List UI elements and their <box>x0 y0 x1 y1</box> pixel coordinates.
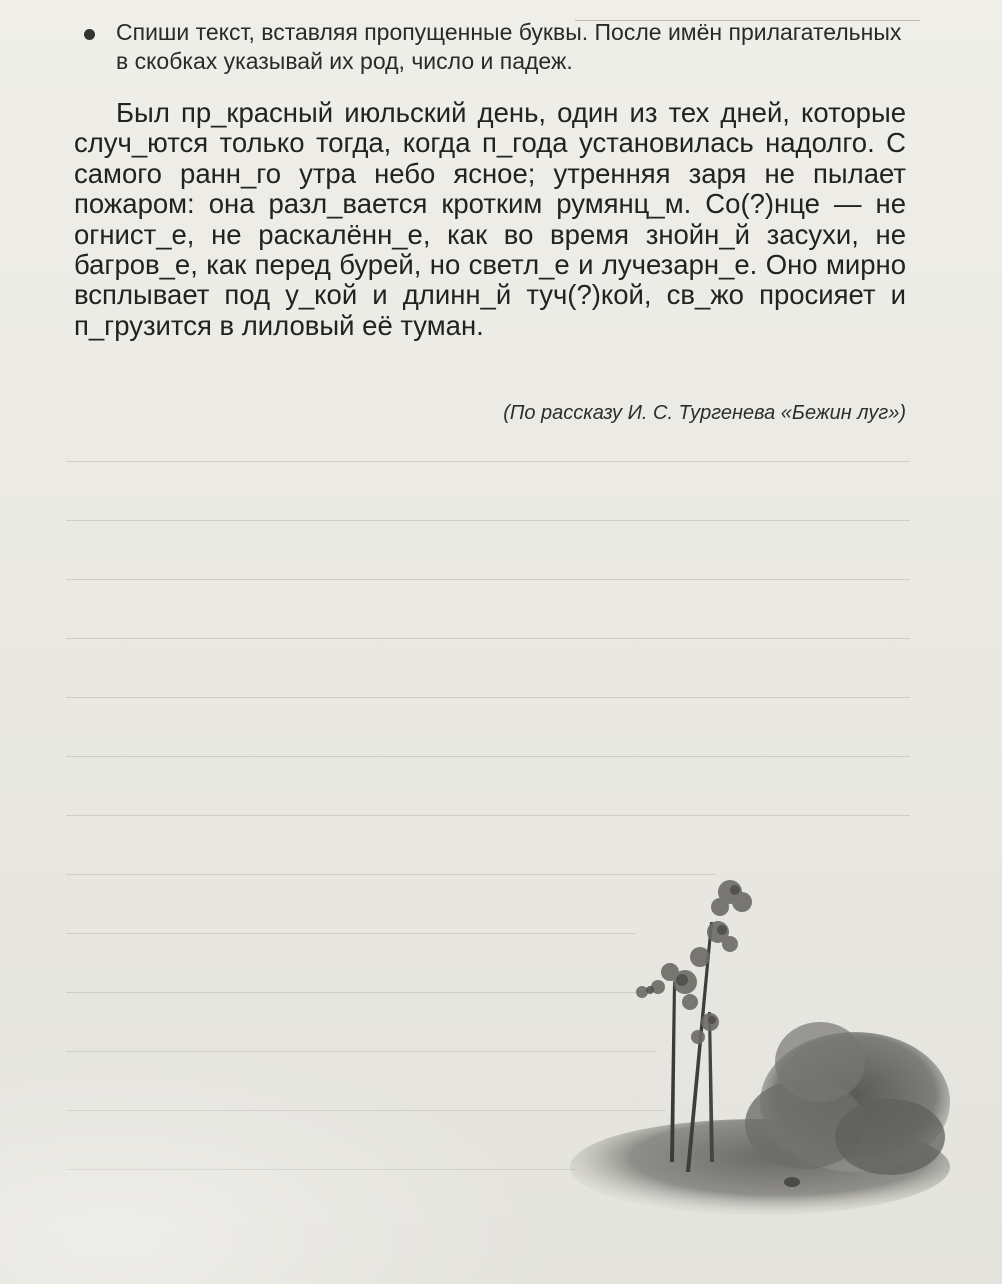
writing-line[interactable] <box>66 815 910 816</box>
writing-line[interactable] <box>66 697 910 698</box>
writing-line[interactable] <box>66 756 910 757</box>
writing-line[interactable] <box>66 1051 656 1052</box>
writing-line[interactable] <box>66 520 910 521</box>
writing-line[interactable] <box>66 579 910 580</box>
source-attribution: (По рассказу И. С. Тургенева «Бежин луг») <box>503 402 906 424</box>
writing-line[interactable] <box>66 933 636 934</box>
writing-line[interactable] <box>66 1169 576 1170</box>
light-reflection <box>0 1040 560 1284</box>
writing-line[interactable] <box>66 992 636 993</box>
writing-line[interactable] <box>66 461 910 462</box>
task-bullet <box>84 29 95 40</box>
writing-line[interactable] <box>66 638 910 639</box>
task-instruction: Спиши текст, вставляя пропущенные буквы. После имён прилагательных в скобках указывай их род, число и падеж. <box>116 19 902 74</box>
trees-illustration <box>570 862 950 1222</box>
exercise-passage: Был пр_красный июльский день, один из тех дней, которые случ_ются только тогда, когда п_года установилась надолго. С самого ранн_го утра небо ясное; утренняя заря не пылает пожаром: она разл_вается кротким румянц_м. Со(?)нце — не огнист_е, не раскалённ_е, как во время знойн_й засухи, не багров_е, как перед бурей, но светл_е и лучезарн_е. Оно мирно всплывает под у_кой и длинн_й туч(?)кой, св_жо просияет и п_грузится в лиловый её туман. <box>74 97 906 341</box>
